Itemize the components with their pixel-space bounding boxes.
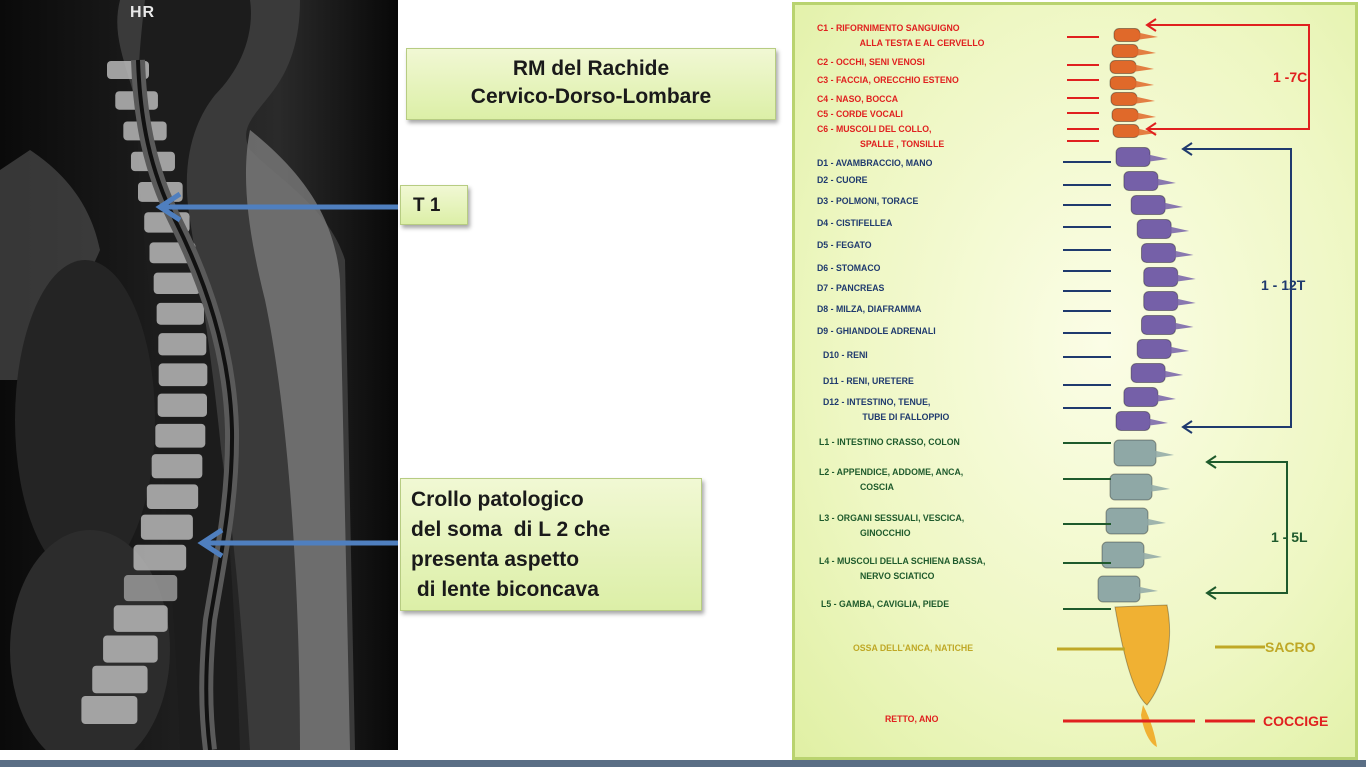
vertebra-thoracic-process bbox=[1167, 346, 1189, 354]
vertebra-thoracic-process bbox=[1174, 298, 1196, 306]
mri-vertebra bbox=[114, 605, 168, 632]
spine-label: NERVO SCIATICO bbox=[843, 571, 935, 582]
spine-label: D4 - CISTIFELLEA bbox=[817, 218, 893, 229]
vertebra-thoracic bbox=[1144, 292, 1178, 311]
spine-label: C4 - NASO, BOCCA bbox=[817, 94, 899, 105]
sacrum bbox=[1115, 605, 1170, 705]
spine-label: C3 - FACCIA, ORECCHIO ESTENO bbox=[817, 75, 959, 86]
vertebra-thoracic-process bbox=[1146, 418, 1168, 426]
spine-label: TUBE DI FALLOPPIO bbox=[843, 412, 950, 423]
spine-label: C1 - RIFORNIMENTO SANGUIGNO bbox=[817, 23, 960, 34]
spine-label: L3 - ORGANI SESSUALI, VESCICA, bbox=[819, 513, 965, 524]
spine-label: D5 - FEGATO bbox=[817, 240, 872, 251]
spine-label: C5 - CORDE VOCALI bbox=[817, 109, 903, 120]
spine-label: D11 - RENI, URETERE bbox=[823, 376, 914, 387]
vertebra-thoracic bbox=[1141, 244, 1175, 263]
vertebra-lumbar bbox=[1106, 508, 1148, 534]
vertebra-thoracic bbox=[1116, 148, 1150, 167]
spine-label: D9 - GHIANDOLE ADRENALI bbox=[817, 326, 936, 337]
spine-label: D2 - CUORE bbox=[817, 175, 868, 186]
spine-label: RETTO, ANO bbox=[885, 714, 939, 725]
vertebra-thoracic bbox=[1141, 316, 1175, 335]
vertebra-lumbar bbox=[1098, 576, 1140, 602]
mri-vertebra bbox=[92, 666, 147, 694]
vertebra-lumbar-process bbox=[1152, 450, 1174, 458]
mri-vertebra bbox=[157, 303, 204, 325]
vertebra-lumbar-process bbox=[1136, 586, 1158, 594]
vertebra-thoracic-process bbox=[1167, 226, 1189, 234]
spine-label: ALLA TESTA E AL CERVELLO bbox=[843, 38, 985, 49]
mri-vertebra bbox=[103, 636, 158, 663]
vertebra-thoracic-process bbox=[1174, 274, 1196, 282]
vertebra-lumbar-process bbox=[1144, 518, 1166, 526]
spine-label: D10 - RENI bbox=[823, 350, 868, 361]
bottom-bar bbox=[0, 760, 1366, 767]
title-line-1: RM del Rachide bbox=[512, 57, 670, 80]
spine-label: GINOCCHIO bbox=[843, 528, 911, 539]
spine-label: SPALLE , TONSILLE bbox=[843, 139, 945, 150]
spine-label: D6 - STOMACO bbox=[817, 263, 881, 274]
vertebra-cervical-process bbox=[1132, 64, 1154, 72]
vertebra-thoracic bbox=[1124, 388, 1158, 407]
vertebra-thoracic bbox=[1137, 340, 1171, 359]
vertebra-lumbar bbox=[1110, 474, 1152, 500]
vertebra-thoracic-process bbox=[1146, 154, 1168, 162]
mri-vertebra bbox=[147, 484, 198, 509]
vertebra-cervical-process bbox=[1136, 32, 1158, 40]
mri-vertebra bbox=[141, 515, 193, 540]
vertebra-cervical-process bbox=[1132, 80, 1154, 88]
crollo-callout bbox=[400, 478, 702, 611]
vertebra-thoracic-process bbox=[1171, 322, 1193, 330]
spine-label: D1 - AVAMBRACCIO, MANO bbox=[817, 158, 933, 169]
crollo-line-1: Crollo patologico bbox=[411, 488, 584, 511]
spine-label: L2 - APPENDICE, ADDOME, ANCA, bbox=[819, 467, 964, 478]
coccige-label: COCCIGE bbox=[1263, 713, 1329, 729]
sacro-label: SACRO bbox=[1265, 639, 1316, 655]
vertebra-thoracic-process bbox=[1161, 370, 1183, 378]
mri-vertebra bbox=[158, 394, 207, 417]
spine-chart-panel bbox=[792, 2, 1358, 760]
vertebra-lumbar-process bbox=[1140, 552, 1162, 560]
crollo-line-4: di lente biconcava bbox=[411, 578, 599, 601]
vertebra-thoracic-process bbox=[1154, 178, 1176, 186]
mri-vertebra bbox=[159, 363, 208, 386]
mri-hr-label: HR bbox=[130, 4, 156, 21]
vertebra-thoracic bbox=[1116, 412, 1150, 431]
mri-vertebra bbox=[81, 696, 137, 724]
spine-label: L4 - MUSCOLI DELLA SCHIENA BASSA, bbox=[819, 556, 986, 567]
mri-drawing bbox=[0, 0, 398, 750]
spine-label: L1 - INTESTINO CRASSO, COLON bbox=[819, 437, 960, 448]
vertebra-thoracic bbox=[1131, 364, 1165, 383]
spine-label: L5 - GAMBA, CAVIGLIA, PIEDE bbox=[821, 599, 950, 610]
vertebra-thoracic bbox=[1144, 268, 1178, 287]
thoracic-range-label: 1 - 12T bbox=[1261, 277, 1306, 293]
crollo-line-2: del soma di L 2 che bbox=[411, 518, 611, 541]
spine-label: OSSA DELL'ANCA, NATICHE bbox=[853, 643, 974, 654]
mri-vertebra bbox=[155, 424, 205, 448]
vertebra-thoracic bbox=[1124, 172, 1158, 191]
spine-label: D7 - PANCREAS bbox=[817, 283, 885, 294]
lumbar-range-label: 1 - 5L bbox=[1271, 529, 1308, 545]
vertebra-thoracic bbox=[1131, 196, 1165, 215]
title-line-2: Cervico-Dorso-Lombare bbox=[470, 85, 712, 108]
coccyx bbox=[1141, 705, 1157, 747]
spine-label: COSCIA bbox=[843, 482, 895, 493]
spine-label: D3 - POLMONI, TORACE bbox=[817, 196, 919, 207]
mri-vertebra bbox=[152, 454, 203, 478]
vertebra-cervical-process bbox=[1134, 112, 1156, 120]
lumbar-bracket bbox=[1207, 462, 1287, 593]
cervical-range-label: 1 -7C bbox=[1273, 69, 1308, 85]
mri-vertebra bbox=[158, 333, 206, 355]
mri-vertebra bbox=[134, 545, 187, 571]
spine-label: C6 - MUSCOLI DEL COLLO, bbox=[817, 124, 932, 135]
spine-label: C2 - OCCHI, SENI VENOSI bbox=[817, 57, 925, 68]
mri-vertebra bbox=[124, 575, 177, 601]
title-callout bbox=[406, 48, 776, 120]
t1-callout: T 1 bbox=[400, 185, 468, 225]
spine-label: D12 - INTESTINO, TENUE, bbox=[823, 397, 931, 408]
mri-image bbox=[0, 0, 398, 750]
vertebra-thoracic-process bbox=[1171, 250, 1193, 258]
vertebra-thoracic-process bbox=[1161, 202, 1183, 210]
vertebra-lumbar-process bbox=[1148, 484, 1170, 492]
vertebra-cervical-process bbox=[1134, 48, 1156, 56]
vertebra-thoracic-process bbox=[1154, 394, 1176, 402]
vertebra-cervical-process bbox=[1133, 96, 1155, 104]
vertebra-lumbar bbox=[1102, 542, 1144, 568]
vertebra-thoracic bbox=[1137, 220, 1171, 239]
spine-label: D8 - MILZA, DIAFRAMMA bbox=[817, 304, 922, 315]
vertebra-lumbar bbox=[1114, 440, 1156, 466]
crollo-line-3: presenta aspetto bbox=[411, 548, 580, 571]
